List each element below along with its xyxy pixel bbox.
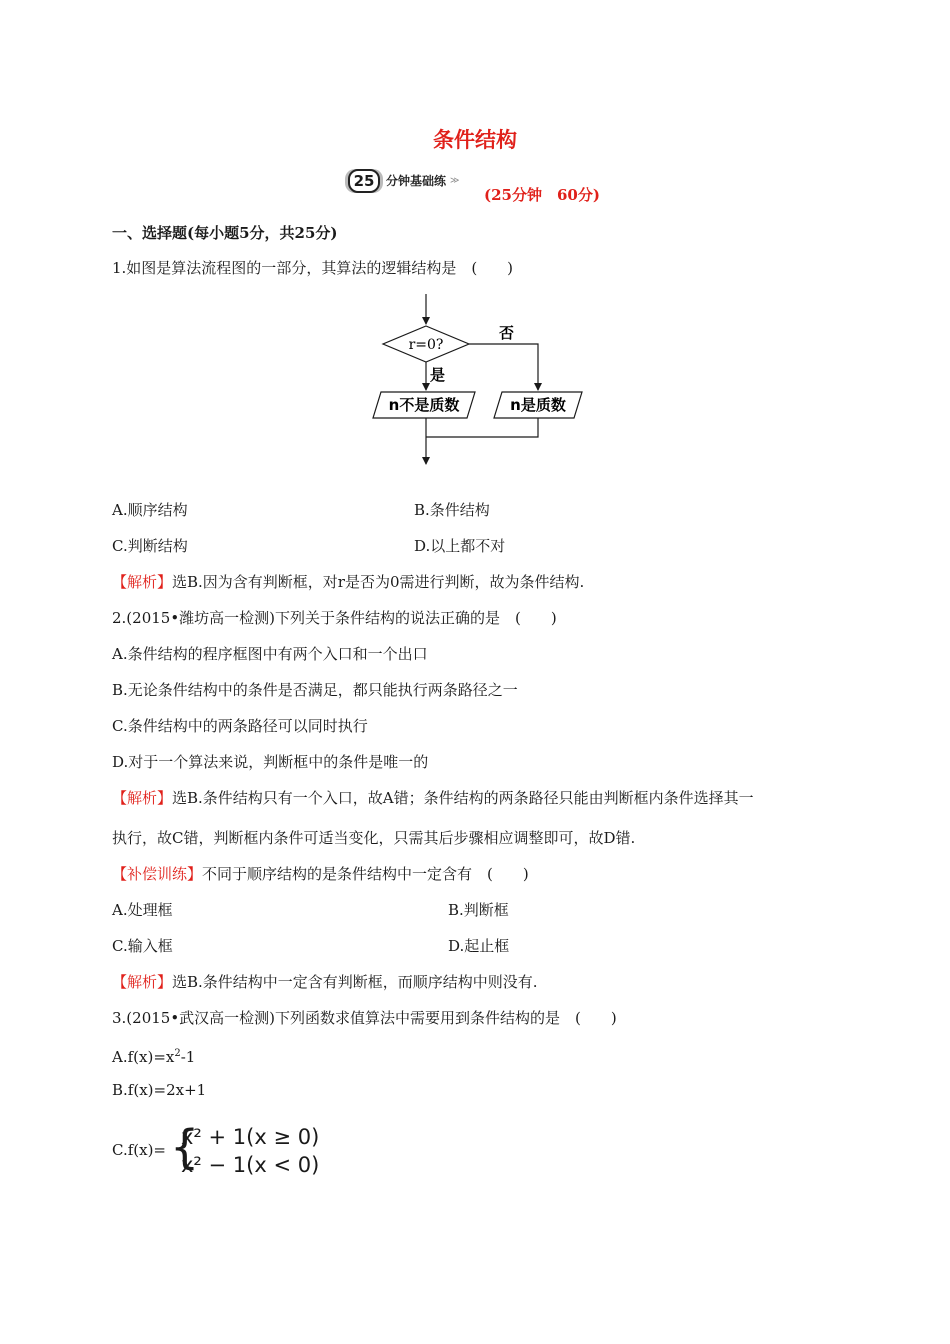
piecewise-brace: {	[170, 1120, 200, 1174]
q2-analysis-line2: 执行，故C错，判断框内条件可适当变化，只需其后步骤相应调整即可，故D错.	[112, 829, 636, 847]
q2-option-c: C.条件结构中的两条路径可以同时执行	[112, 717, 368, 735]
q1-analysis	[112, 572, 584, 592]
bc-stem-text: 不同于顺序结构的是条件结构中一定含有 ( )	[202, 865, 529, 883]
analysis-text: 选B.条件结构只有一个入口，故A错；条件结构的两条路径只能由判断框内条件选择其一	[172, 789, 754, 807]
q2-stem: 2.(2015•潍坊高一检测)下列关于条件结构的说法正确的是 ( )	[112, 609, 557, 627]
q2-option-d: D.对于一个算法来说，判断框中的条件是唯一的	[112, 753, 429, 771]
analysis-text: 选B.条件结构中一定含有判断框，而顺序结构中则没有.	[172, 973, 538, 991]
section-heading: 一、选择题(每小题5分，共25分)	[112, 224, 338, 242]
q3-option-b: B.f(x)=2x+1	[112, 1081, 207, 1099]
bc-option-c: C.输入框	[112, 937, 173, 955]
piecewise-case-1: x² + 1(x ≥ 0)	[181, 1125, 320, 1149]
flowchart	[360, 292, 600, 468]
bc-option-a: A.处理框	[112, 901, 173, 919]
bc-tag: 【补偿训练】	[112, 865, 203, 883]
yes-label: 是	[430, 366, 446, 384]
q1-stem: 1.如图是算法流程图的一部分，其算法的逻辑结构是 ( )	[112, 259, 514, 277]
no-output-text: n是质数	[510, 396, 566, 414]
q2-option-b: B.无论条件结构中的条件是否满足，都只能执行两条路径之一	[112, 681, 518, 699]
analysis-tag: 【解析】	[112, 789, 173, 807]
timer-badge	[348, 170, 459, 192]
bc-analysis	[112, 972, 538, 992]
decision-condition: r=0?	[408, 337, 444, 353]
analysis-tag: 【解析】	[112, 573, 173, 591]
q2-analysis	[112, 788, 754, 808]
piecewise-case-2: x² − 1(x < 0)	[181, 1153, 320, 1177]
q3-option-c-prefix: C.f(x)=	[112, 1141, 166, 1159]
q3-option-a-base: A.f(x)=x	[112, 1048, 175, 1066]
badge-arrow-icon: ≫	[450, 176, 460, 186]
q1-option-c: C.判断结构	[112, 537, 188, 555]
page-title: 条件结构	[433, 128, 517, 152]
no-label: 否	[499, 324, 515, 342]
q3-stem: 3.(2015•武汉高一检测)下列函数求值算法中需要用到条件结构的是 ( )	[112, 1009, 617, 1027]
q3-option-a-exponent: 2	[174, 1048, 181, 1059]
bc-option-b: B.判断框	[448, 901, 509, 919]
q1-option-b: B.条件结构	[414, 501, 490, 519]
q3-option-a-rest: -1	[180, 1048, 196, 1066]
q2-option-a: A.条件结构的程序框图中有两个入口和一个出口	[112, 645, 428, 663]
q3-option-a	[112, 1044, 195, 1067]
merge-line	[426, 418, 538, 437]
time-note: (25分钟 60分)	[484, 186, 600, 204]
no-arrow	[469, 344, 538, 390]
analysis-tag: 【解析】	[112, 973, 173, 991]
badge-number: 25	[348, 169, 380, 193]
yes-output-text: n不是质数	[388, 396, 460, 414]
bc-option-d: D.起止框	[448, 937, 510, 955]
analysis-text: 选B.因为含有判断框，对r是否为0需进行判断，故为条件结构.	[172, 573, 585, 591]
badge-label: 分钟基础练	[386, 174, 447, 188]
bc-stem	[112, 864, 529, 884]
q1-option-d: D.以上都不对	[414, 537, 506, 555]
q1-option-a: A.顺序结构	[112, 501, 188, 519]
